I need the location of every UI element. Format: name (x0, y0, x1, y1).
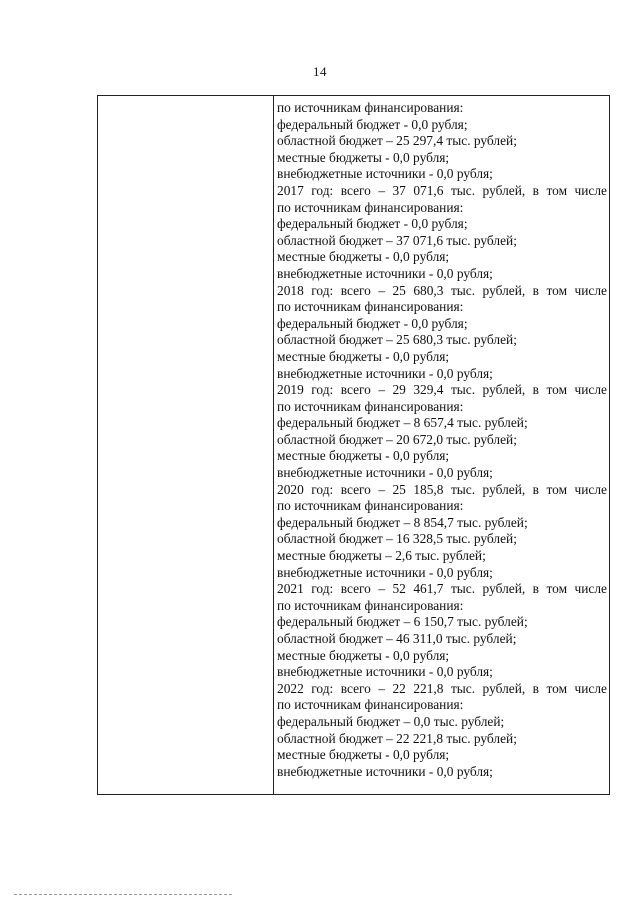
funding-line: по источникам финансирования: (277, 398, 464, 414)
funding-line: по источникам финансирования: (277, 498, 464, 514)
table-right-cell (274, 96, 609, 794)
funding-line: областной бюджет – 46 311,0 тыс. рублей; (277, 631, 517, 646)
funding-line: внебюджетные источники - 0,0 рубля; (277, 365, 493, 381)
funding-line: местные бюджеты - 0,0 рубля; (277, 249, 450, 265)
funding-line: внебюджетные источники - 0,0 рубля; (277, 564, 493, 580)
funding-line: по источникам финансирования: (277, 100, 464, 115)
funding-line: по источникам финансирования: (277, 597, 464, 613)
funding-line: областной бюджет – 25 680,3 тыс. рублей; (277, 332, 517, 348)
funding-line: 2019 год: всего – 29 329,4 тыс. рублей, в том числе (277, 382, 607, 398)
funding-line: федеральный бюджет – 8 657,4 тыс. рублей; (277, 415, 528, 431)
funding-table (97, 95, 610, 795)
funding-line: федеральный бюджет - 0,0 рубля; (277, 315, 468, 331)
table-left-cell (98, 96, 274, 794)
funding-line: внебюджетные источники - 0,0 рубля; (277, 166, 493, 182)
funding-line: 2020 год: всего – 25 185,8 тыс. рублей, в том числе (277, 481, 607, 497)
funding-line: по источникам финансирования: (277, 299, 464, 315)
funding-line: областной бюджет – 22 221,8 тыс. рублей; (277, 730, 517, 746)
footer-rule (14, 894, 232, 895)
funding-line: федеральный бюджет – 6 150,7 тыс. рублей; (277, 614, 528, 630)
funding-line: по источникам финансирования: (277, 697, 464, 713)
page-number: 14 (313, 64, 327, 79)
funding-line: федеральный бюджет – 8 854,7 тыс. рублей; (277, 514, 528, 530)
funding-line: федеральный бюджет – 0,0 тыс. рублей; (277, 713, 505, 729)
funding-line: 2021 год: всего – 52 461,7 тыс. рублей, в том числе (277, 581, 607, 597)
funding-line: 2017 год: всего – 37 071,6 тыс. рублей, в том числе (277, 182, 607, 198)
funding-line: федеральный бюджет - 0,0 рубля; (277, 116, 468, 132)
funding-line: по источникам финансирования: (277, 199, 464, 215)
funding-line: областной бюджет – 20 672,0 тыс. рублей; (277, 431, 517, 447)
funding-line: местные бюджеты - 0,0 рубля; (277, 647, 450, 663)
funding-line: местные бюджеты - 0,0 рубля; (277, 747, 450, 763)
funding-line: федеральный бюджет - 0,0 рубля; (277, 216, 468, 232)
funding-line: 2022 год: всего – 22 221,8 тыс. рублей, в том числе (277, 680, 607, 696)
funding-line: внебюджетные источники - 0,0 рубля; (277, 265, 493, 281)
funding-line: местные бюджеты - 0,0 рубля; (277, 348, 450, 364)
funding-line: областной бюджет – 25 297,4 тыс. рублей; (277, 133, 517, 149)
funding-line: областной бюджет – 16 328,5 тыс. рублей; (277, 531, 517, 547)
funding-line: местные бюджеты - 0,0 рубля; (277, 149, 450, 165)
funding-line: внебюджетные источники - 0,0 рубля; (277, 664, 493, 680)
funding-line: внебюджетные источники - 0,0 рубля; (277, 465, 493, 481)
funding-line: местные бюджеты – 2,6 тыс. рублей; (277, 548, 486, 564)
funding-line: областной бюджет – 37 071,6 тыс. рублей; (277, 232, 517, 248)
funding-line: внебюджетные источники - 0,0 рубля; (277, 763, 493, 779)
funding-line: 2018 год: всего – 25 680,3 тыс. рублей, в том числе (277, 282, 607, 298)
funding-line: местные бюджеты - 0,0 рубля; (277, 448, 450, 464)
